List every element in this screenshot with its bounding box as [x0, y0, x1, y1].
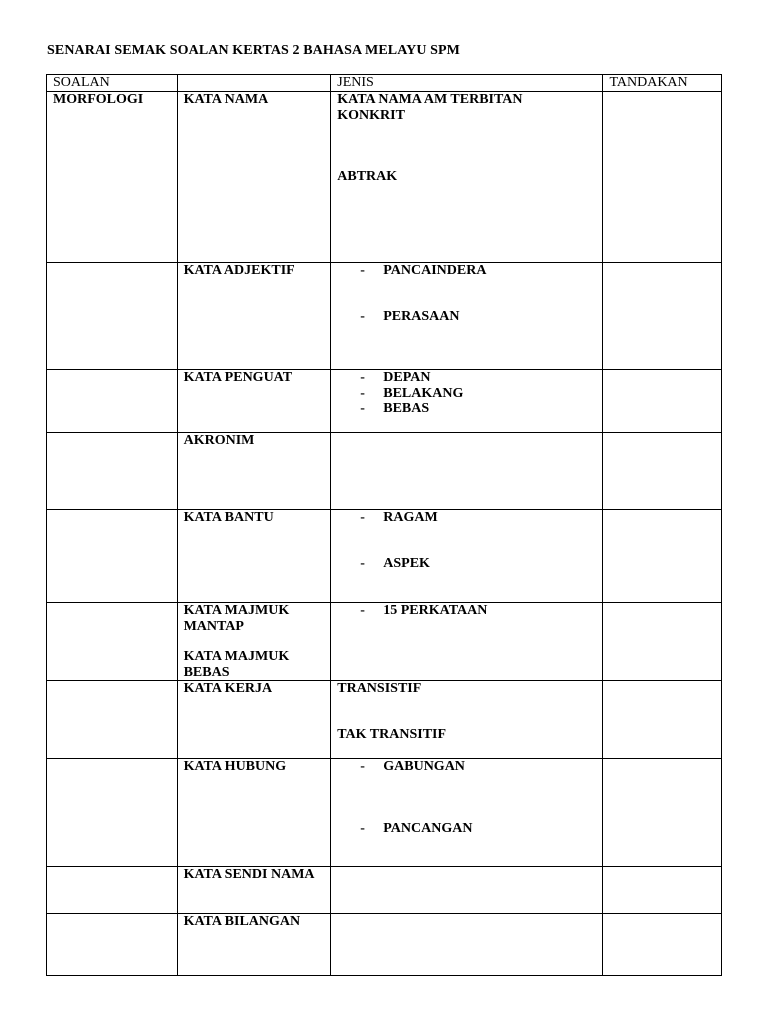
topik-label: KATA BILANGAN	[183, 914, 301, 929]
jenis-cell	[331, 510, 603, 603]
list-item-label: DEPAN	[383, 370, 431, 385]
soalan-cell	[47, 433, 178, 510]
list-item-label: PANCAINDERA	[383, 263, 487, 278]
tandakan-cell[interactable]	[603, 370, 722, 433]
topik-cell	[177, 681, 331, 759]
topik-label: KATA KERJA	[183, 681, 273, 696]
soalan-cell	[47, 370, 178, 433]
checklist-table	[46, 74, 722, 976]
list-item	[337, 821, 596, 837]
topik-label: KATA NAMA	[183, 92, 269, 107]
tandakan-cell[interactable]	[603, 433, 722, 510]
topik-label: AKRONIM	[183, 433, 255, 448]
list-item	[337, 370, 596, 386]
tandakan-cell[interactable]	[603, 759, 722, 867]
list-item	[337, 309, 596, 325]
dash-bullet: -	[360, 308, 365, 324]
tandakan-cell[interactable]	[603, 867, 722, 914]
topik-cell	[177, 263, 331, 370]
jenis-cell	[331, 759, 603, 867]
soalan-cell	[47, 867, 178, 914]
topik-label: KATA ADJEKTIF	[183, 263, 295, 278]
table-row	[47, 759, 722, 867]
dash-bullet: -	[360, 510, 365, 525]
tandakan-cell[interactable]	[603, 681, 722, 759]
soalan-cell	[47, 263, 178, 370]
tandakan-cell[interactable]	[603, 510, 722, 603]
table-row	[47, 92, 722, 263]
tandakan-cell[interactable]	[603, 603, 722, 681]
list-item	[337, 401, 596, 417]
list-item-label: GABUNGAN	[383, 759, 465, 774]
jenis-bullet-list	[337, 263, 596, 324]
jenis-bullet-list	[337, 759, 596, 836]
table-row	[47, 510, 722, 603]
list-item	[337, 263, 596, 279]
topik-cell	[177, 433, 331, 510]
topik-label: BEBAS	[183, 664, 230, 680]
jenis-cell	[331, 603, 603, 681]
jenis-text: TRANSISTIF	[337, 681, 422, 696]
tandakan-cell[interactable]	[603, 92, 722, 263]
header-topik	[177, 75, 331, 92]
topik-cell	[177, 867, 331, 914]
list-item-label: BELAKANG	[383, 385, 464, 401]
list-item	[337, 510, 596, 526]
jenis-text: KATA NAMA AM TERBITAN	[337, 92, 523, 107]
header-tandakan: TANDAKAN	[603, 75, 722, 92]
jenis-cell	[331, 433, 603, 510]
table-row	[47, 867, 722, 914]
jenis-text: TAK TRANSITIF	[337, 726, 447, 742]
jenis-text: KONKRIT	[337, 107, 405, 123]
list-item	[337, 759, 596, 775]
table-row	[47, 681, 722, 759]
jenis-bullet-list	[337, 510, 596, 571]
dash-bullet: -	[360, 759, 365, 774]
soalan-cell	[47, 92, 178, 263]
header-soalan: SOALAN	[47, 75, 178, 92]
table-row	[47, 263, 722, 370]
soalan-cell	[47, 681, 178, 759]
topik-label: KATA PENGUAT	[183, 370, 293, 385]
list-item-label: RAGAM	[383, 510, 438, 525]
list-item-label: 15 PERKATAAN	[383, 603, 488, 618]
jenis-text: ABTRAK	[337, 169, 398, 184]
list-item-label: ASPEK	[383, 555, 430, 571]
list-item-label: PERASAAN	[383, 308, 460, 324]
list-item-label: BEBAS	[383, 401, 430, 416]
topik-label: KATA SENDI NAMA	[183, 867, 315, 882]
jenis-cell	[331, 92, 603, 263]
jenis-bullet-list	[337, 370, 596, 417]
tandakan-cell[interactable]	[603, 914, 722, 976]
soalan-cell	[47, 914, 178, 976]
dash-bullet: -	[360, 263, 365, 278]
soalan-cell	[47, 759, 178, 867]
jenis-cell	[331, 263, 603, 370]
header-jenis: JENIS	[331, 75, 603, 92]
topik-cell	[177, 370, 331, 433]
topik-cell	[177, 510, 331, 603]
list-item	[337, 556, 596, 572]
table-row	[47, 433, 722, 510]
topik-cell	[177, 603, 331, 681]
dash-bullet: -	[360, 385, 365, 401]
jenis-cell	[331, 867, 603, 914]
dash-bullet: -	[360, 555, 365, 571]
table-row	[47, 603, 722, 681]
jenis-cell	[331, 914, 603, 976]
jenis-bullet-list	[337, 603, 596, 619]
header-row	[47, 75, 722, 92]
topik-label: KATA MAJMUK	[183, 603, 290, 618]
list-item	[337, 386, 596, 402]
jenis-cell	[331, 370, 603, 433]
topik-label: KATA HUBUNG	[183, 759, 287, 774]
dash-bullet: -	[360, 603, 365, 618]
topik-label: KATA MAJMUK	[183, 649, 290, 664]
dash-bullet: -	[360, 820, 365, 836]
topik-label: KATA BANTU	[183, 510, 274, 525]
topik-cell	[177, 759, 331, 867]
tandakan-cell[interactable]	[603, 263, 722, 370]
dash-bullet: -	[360, 401, 365, 416]
page-title: SENARAI SEMAK SOALAN KERTAS 2 BAHASA MELAYU SPM	[47, 43, 460, 58]
soalan-cell	[47, 603, 178, 681]
topik-cell	[177, 914, 331, 976]
list-item-label: PANCANGAN	[383, 820, 473, 836]
topik-cell	[177, 92, 331, 263]
table-row	[47, 370, 722, 433]
jenis-cell	[331, 681, 603, 759]
list-item	[337, 603, 596, 619]
topik-label: MANTAP	[183, 618, 244, 634]
soalan-cell	[47, 510, 178, 603]
soalan-label: MORFOLOGI	[53, 92, 144, 107]
dash-bullet: -	[360, 370, 365, 385]
table-row	[47, 914, 722, 976]
